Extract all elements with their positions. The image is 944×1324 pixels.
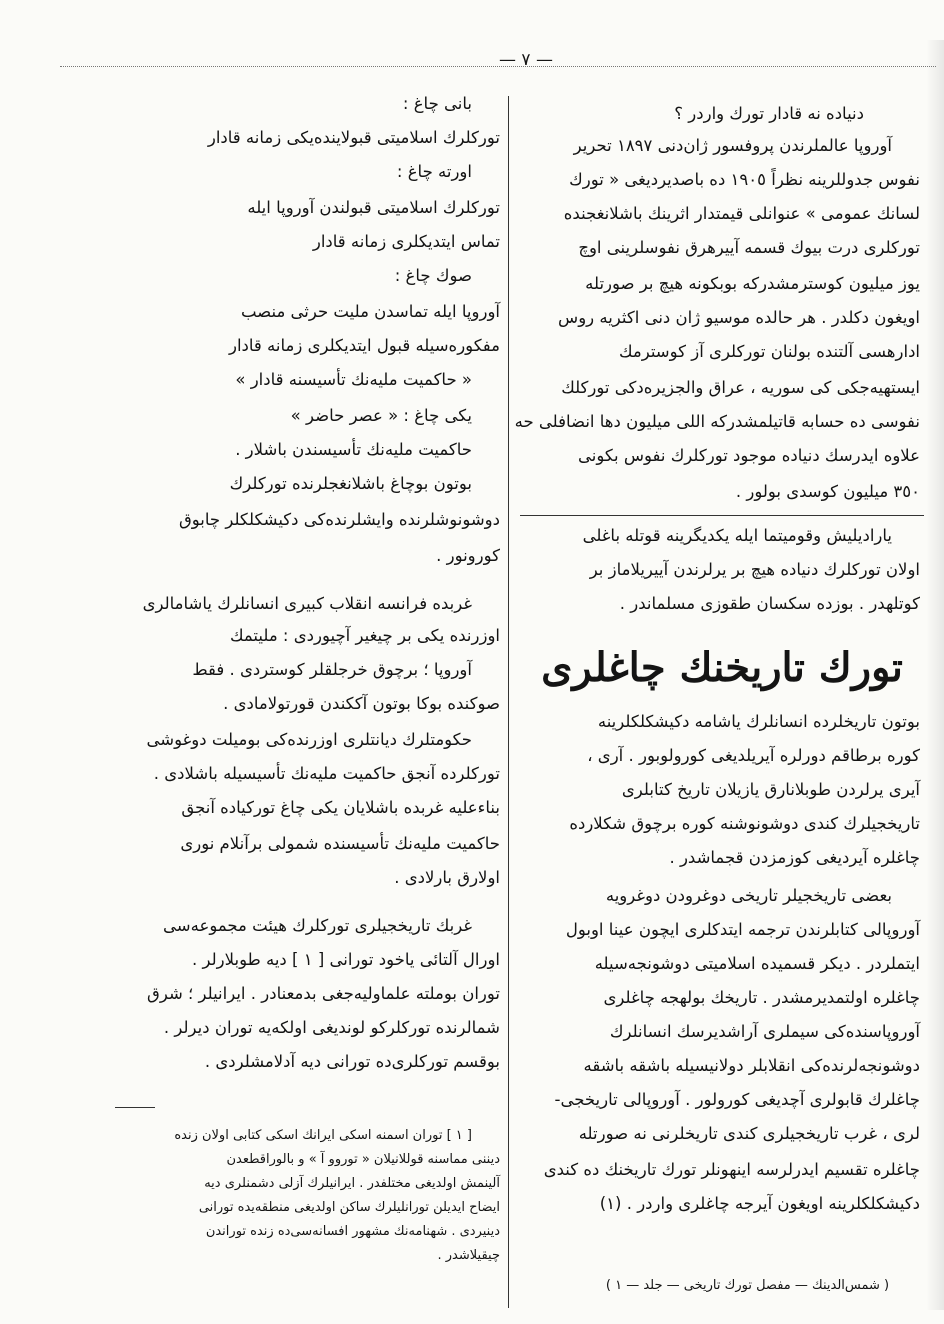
text-line: بناءعلیه غربده باشلایان یکی چاغ تورکیاده آنجق [181, 798, 500, 817]
text-line: چاغلره تقسیم ایدرلرسه اینهونلر تورك تاریخنك ده کندی [543, 1160, 920, 1179]
text-line: بوتون تاریخلرده انسانلرك یاشامه دکیشکلکلرینه [597, 712, 920, 731]
footnote-line: [ ١ ] توران اسمنه اسکی ایرانك اسکی کتابی اولان زنده [174, 1128, 472, 1143]
footnote-rule [115, 1107, 155, 1108]
text-line: حاکمیت ملیه‌نك تأسیسندن باشلار . [235, 440, 472, 459]
footnote-line: آلینمش اولدیغی مختلفدر . ایرانیلرك آزلی دشمنلری دیه [204, 1176, 500, 1191]
text-line: آوروپا ؛ برچوق خرجلقلر کوستردی . فقط [192, 660, 472, 679]
text-line: چاغلره آیردیغی کوزمزدن قجماشدر . [669, 848, 920, 867]
text-line: ٣٥٠ میلیون کوسدی بولور . [735, 482, 920, 501]
text-line: صوکنده بوکا بوتون آککندن قورتولامادی . [223, 694, 500, 713]
footnote-line: دینیردی . شهنامه‌نك مشهور افسانه‌سی‌ده زنده توراندن [205, 1224, 500, 1239]
footnote-line: ایضاح ایدیلن تورانلیلرك ساکن اولدیغی منطقه‌یده تورانی [198, 1200, 500, 1215]
text-line: یوز میلیون کوسترمشدرکه بوبکونه هیچ بر صورتله [585, 274, 920, 293]
text-line: دوشونجه‌لرنده‌کی انقلابلر دولانیسیله باشقه باشقه [583, 1056, 920, 1075]
text-line: آوروپا عالملرندن پروفسور ژان‌دنی ١٨٩٧ تحریر [573, 136, 892, 155]
text-line: چاغلرك قابولری آچدیغی کورولور . آوروپالی تاریخجی- [554, 1090, 920, 1109]
text-line: اورته چاغ : [396, 162, 472, 181]
text-line: بوقسم تورکلری‌ده تورانی دیه آدلامشلردی . [204, 1052, 500, 1071]
text-line: تورکلری درت بیوك قسمه آییرهرق نفوسلرینی اوچ [578, 238, 920, 257]
page-number: — ٧ — [499, 50, 553, 70]
text-line: کوره برطاقم دورلره آیریلدیغی کورولوبور . آری ، [587, 746, 920, 765]
page-edge-shadow [926, 40, 944, 1310]
text-line: شمالرنده تورکلرکو لوندیغی اولکه‌یه توران دیرلر . [163, 1018, 500, 1037]
text-line: آوروپالی کتابلرندن ترجمه ایتدکلری ایچون عینا اوبول [565, 920, 920, 939]
text-line: تاریخجیلرك کندی دوشونوشنه کوره برچوق شکلارده [569, 814, 920, 833]
text-line: اولارق بارلادی . [394, 868, 500, 887]
text-line: لری ، غرب تاریخجیلری کندی تاریخلرنی نه صورتله [578, 1124, 920, 1143]
text-line: اولان تورکلرك دنیاده هیچ بر یرلرندن آییریلاماز بر [589, 560, 920, 579]
text-line: چاغلره اولتمدیرمشدر . تاریخك بولهجه چاغلری [603, 988, 920, 1007]
text-line: تورکلرك اسلامیتی قبولاینده‌یکی زمانه قادار [207, 128, 500, 147]
text-line: مفکوره‌سیله قبول ایتدیکلری زمانه قادار [229, 336, 500, 355]
text-line: توران بوملته علماوليه‌جغی بدمعنادر . ایرانیلر ؛ شرق [147, 984, 500, 1003]
text-line: تورکلرك اسلامیتی قبولندن آوروپا ایله [247, 198, 500, 217]
text-line: اورال آلتائی یاخود تورانی [ ١ ] دیه طوبلارلر . [192, 950, 500, 969]
text-line: غربده فرانسه انقلاب کبیری انسانلرك یاشامالری [142, 594, 472, 613]
text-line: نفوس جدوللرینه نظراً ١٩٠٥ ده باصدیردیغی « تورك [569, 170, 920, 189]
text-line: آوروپاسنده‌کی سیملری آراشدیرسك انسانلرك [609, 1022, 920, 1041]
text-line: اوزرنده یکی بر چیغیر آچیوردی : ملیتمك [229, 626, 500, 645]
text-line: غربك تاریخجیلری تورکلرك هیئت مجموعه‌سی [163, 916, 472, 935]
text-line: آوروپا ایله تماسدن ملیت حرثی منصب [240, 302, 500, 321]
text-line: لسانك عمومی » عنوانلی قیمتدار اثرینك باشلانغجنده [563, 204, 920, 223]
text-line: آیری یرلردن طوبلانارق یازیلان تاریخ کتابلری [621, 780, 920, 799]
text-line: تماس ایتدیکلری زمانه قادار [312, 232, 500, 251]
text-line: کورونور . [436, 546, 500, 565]
text-line: یکی چاغ : « عصر حاضر » [290, 406, 472, 425]
right-column [514, 88, 920, 1318]
text-line: ایستهیه‌جکی کی سوریه ، عراق والجزیره‌دکی تورکلك [561, 378, 920, 397]
text-line: صوك چاغ : [394, 266, 472, 285]
text-line: بعضی تاریخجیلر تاریخی دوغرودن دوغرویه [605, 886, 892, 905]
text-line: نفوسی ده حسابه قاتیلمشدرکه اللی میلیون دها انضافلی حه [514, 412, 920, 431]
text-line: دوشونوشلرنده وایشلرنده‌کی دکیشکلکلر چابوق [178, 510, 500, 529]
footer-citation: ( شمس‌الدینك — مفصل تورك تاریخی — جلد — ١ ) [605, 1278, 890, 1293]
footnote-line: دیننی مماسنه قوللانیلان « توروو آ » و بالوراقطعدن [226, 1152, 500, 1167]
text-line: تورکلرده آنجق حاکمیت ملیه‌نك تأسیسیله باشلادی . [153, 764, 500, 783]
text-line: یارادیلیش وقومیتما ایله یکدیگرینه قوتله باغلی [582, 526, 892, 545]
text-line: دنیاده نه قادار تورك واردر ؟ [674, 104, 864, 123]
section-rule [520, 515, 924, 516]
text-line: کوتلهدر . بوزده سکسان طقوزی مسلماندر . [619, 594, 920, 613]
top-rule [60, 66, 936, 67]
text-line: ایتملردر . دیکر قسمیده اسلامیتی دوشونجه‌سیله [594, 954, 920, 973]
text-line: ادارهسی آلتنده بولنان تورکلری آز کوسترمك [618, 342, 920, 361]
column-rule [508, 96, 509, 1308]
footnote-line: چیقیلاشدر . [437, 1248, 500, 1263]
text-line: علاوه ایدرسك دنیاده موجود تورکلرك نفوس بکونی [578, 446, 920, 465]
text-line: بانی چاغ : [402, 94, 472, 113]
section-heading: تورك تاریخنك چاغلری [541, 644, 903, 691]
text-line: حکومتلرك دیانتلری اوزرنده‌کی بومیلت دوغوشی [146, 730, 472, 749]
text-line: دکیشکلکلرینه اویغون آیرجه چاغلری واردر . (١) [599, 1194, 920, 1213]
text-line: بوتون بوچاغ باشلانغجلرنده تورکلرك [229, 474, 472, 493]
text-line: اویغون دکلدر . هر حالده موسیو ژان دنی اکثریه روس [558, 308, 920, 327]
text-line: « حاکمیت ملیه‌نك تأسیسنه قادار » [235, 370, 472, 389]
left-column [90, 88, 500, 1318]
text-line: حاکمیت ملیه‌نك تأسیسنده شمولی برآنلام نوری [180, 834, 500, 853]
